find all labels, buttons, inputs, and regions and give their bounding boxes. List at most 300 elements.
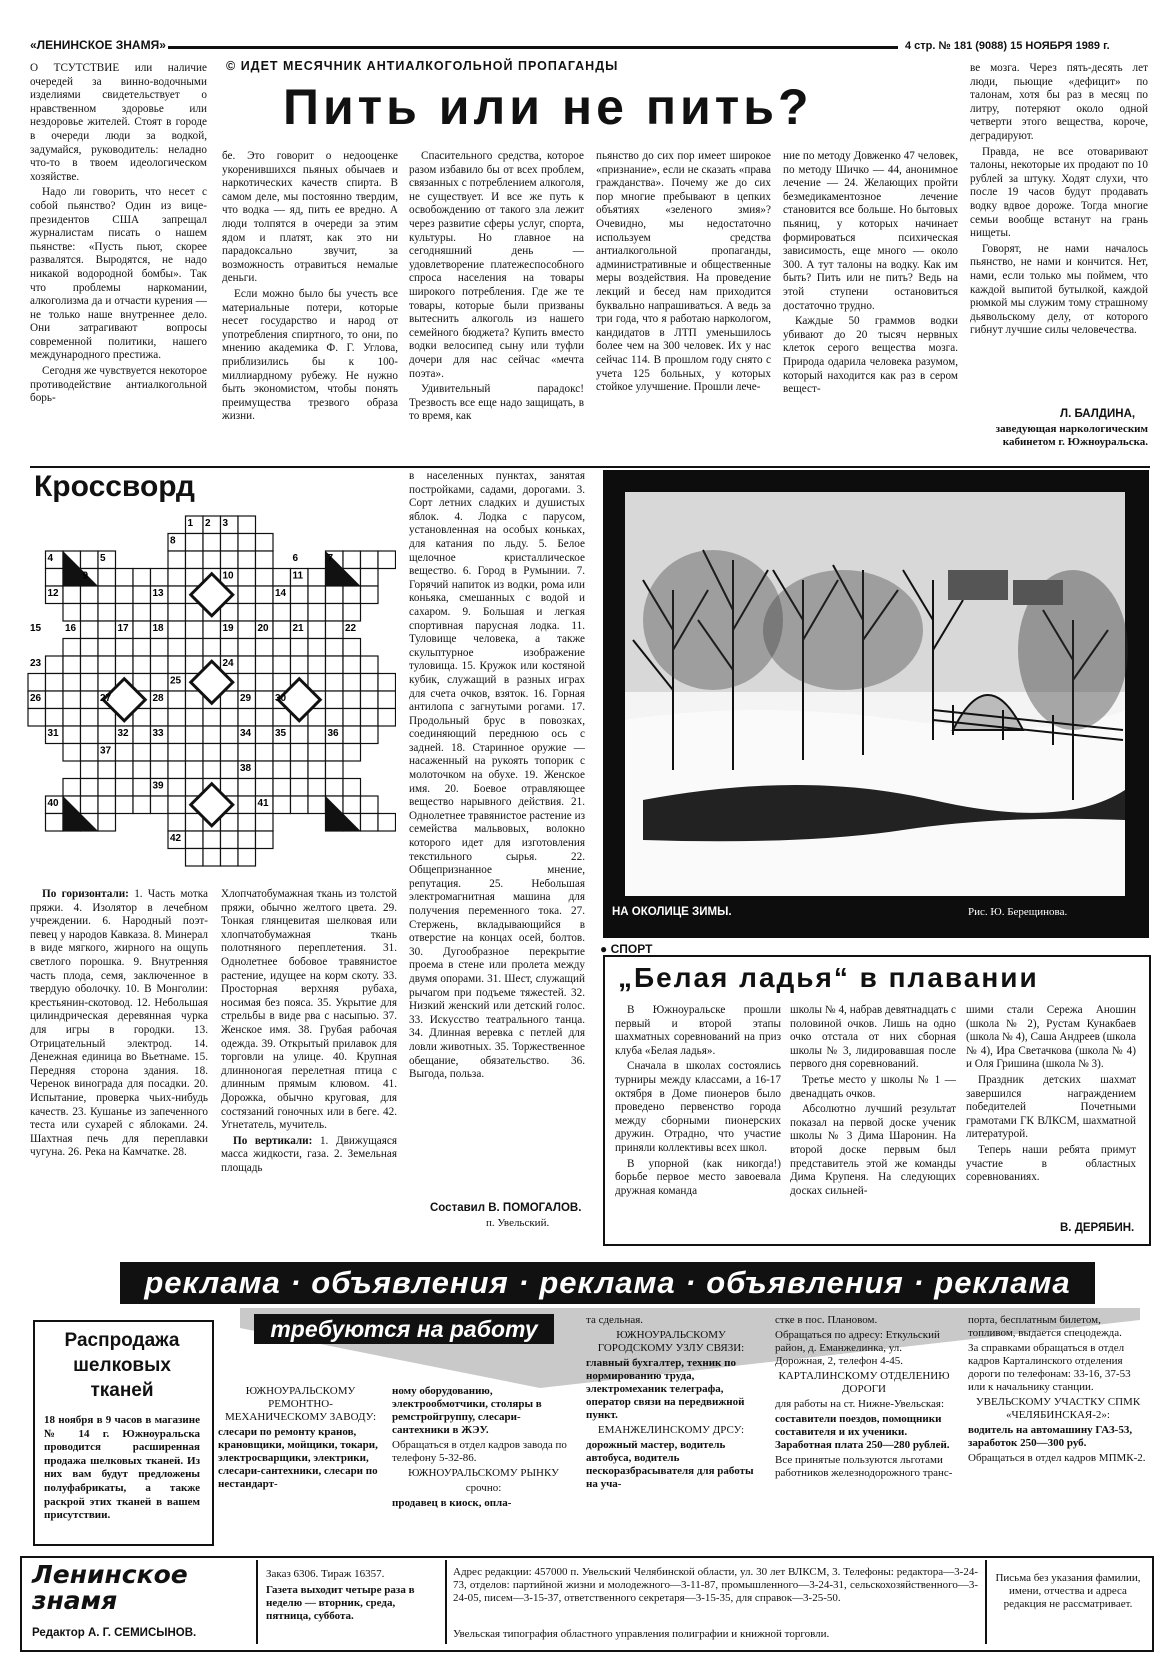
crossword-number: 1 [187,518,194,529]
crossword-cell [81,586,99,604]
crossword-cell [378,709,396,727]
crossword-cell [343,796,361,814]
crossword-cell [238,586,256,604]
crossword-cell [343,674,361,692]
silk-ad-text: 18 ноября в 9 часов в магазине № 14 г. Южноуральска проводится расширенная продажа шелковых тканей. Из них вам будут предложены полуфабрикаты, а также раскрой этих тканей в вашем присутствии. [44,1414,200,1522]
crossword-cell [168,709,186,727]
crossword-cell [81,621,99,639]
crossword-cell [326,604,344,622]
crossword-cell [238,814,256,832]
crossword-cell [308,726,326,744]
crossword-cell [203,709,221,727]
crossword-cell [238,674,256,692]
crossword-cell [291,779,309,797]
crossword-cell [238,849,256,867]
crossword-cell [186,551,204,569]
crossword-cell [256,761,274,779]
crossword-number: 40 [47,798,59,809]
sport-rubric: ● СПОРТ [600,942,653,956]
crossword-number: 18 [152,623,164,634]
crossword-cell [186,831,204,849]
crossword-cell [256,551,274,569]
crossword-cell [81,726,99,744]
crossword-cell [116,744,134,762]
crossword-cell [221,709,239,727]
crossword-cell [81,779,99,797]
crossword-cell [343,779,361,797]
crossword-cell [273,761,291,779]
article-rubric: © ИДЕТ МЕСЯЧНИК АНТИАЛКОГОЛЬНОЙ ПРОПАГАНДЫ [226,59,619,73]
article-col-4: пьянство до сих пор имеет широкое «признание», если не сказать «права гражданства». Почему же до сих пор многие пребывают в цепких объятиях «зеленого змия»? Очевидно, мы недостаточно используем средства антиалкогольной пропаганды, административные и общественные меры воздействия. На проведение лекций и бесед нам приходится буквально напрашиваться. А ведь за три года, что я работаю наркологом, кандидатов в ЛТП уменьшилось более чем на 300 человек. Их у нас сейчас 114. В прошлом году снято с учета 125 больных, у которых стойкое улучшение. Прошли лече- [596,150,771,394]
crossword-number: 20 [257,623,269,634]
crossword-cell [326,779,344,797]
crossword-cell [221,726,239,744]
crossword-cell [238,709,256,727]
crossword-cell [151,604,169,622]
crossword-cell [168,604,186,622]
crossword-cell [378,674,396,692]
crossword-number: 32 [117,728,129,739]
crossword-number: 22 [345,623,357,634]
crossword-cell [151,674,169,692]
crossword-cell [238,516,256,534]
crossword-cell [291,604,309,622]
crossword-cell [133,569,151,587]
crossword-number: 23 [30,658,42,669]
footer-logo: Ленинское знамя [32,1560,188,1615]
article-author: Л. БАЛДИНА, [1060,408,1136,420]
crossword-cell [308,569,326,587]
crossword-cell [291,586,309,604]
crossword-cell [238,796,256,814]
crossword-cell [186,761,204,779]
crossword-cell [273,639,291,657]
crossword-number: 15 [30,623,42,634]
crossword-cell [203,831,221,849]
crossword-cell [133,639,151,657]
crossword-cell [81,656,99,674]
article-col-3: Спасительного средства, которое разом избавило бы от всех проблем, связанных с потреблением алкоголя, не существует. И все же путь к освобождению от такого зла лежит через развитие сферы услуг, спорта, культуры. Но главное на сегодняшний день — удовлетворение платежеспособного спроса населения на товары широкого потребления. Где же те товары, которые были призваны вытеснить алкоголь из нашего семейного бюджета? Купить вместо водки велосипед сыну или туфли дочери для нас сейчас «мечта поэта». Удивительный парадокс! Трезвость все еще надо защищать, в то время, как [409,150,584,423]
winter-landscape-image [603,470,1149,938]
crossword-cell [63,674,81,692]
crossword-cell [133,621,151,639]
crossword-number: 36 [327,728,339,739]
crossword-cell [81,691,99,709]
crossword-cell [256,569,274,587]
crossword-cell [46,674,64,692]
sport-title: „Белая ладья“ в плавании [618,962,1039,993]
crossword-number: 9 [82,570,89,582]
crossword-cell [203,761,221,779]
crossword-cell [291,761,309,779]
crossword-cell [203,551,221,569]
masthead-issue: 4 стр. № 181 (9088) 15 НОЯБРЯ 1989 г. [905,40,1110,52]
crossword-cell [28,674,46,692]
crossword-cell [46,691,64,709]
crossword-cell [116,569,134,587]
crossword-cell [221,639,239,657]
crossword-cell [133,656,151,674]
crossword-title: Кроссворд [34,470,195,503]
crossword-cell [168,726,186,744]
jobs-col-2: ному оборудованию, электрообмотчики, столяры в ремстройгруппу, слесари-сантехники в ЖЭУ. Обращаться в отдел кадров завода по телефону 5-32-86. ЮЖНОУРАЛЬСКОМУ РЫНКУ срочно: продавец в киоск, опла- [392,1385,567,1509]
crossword-cell [343,586,361,604]
crossword-cell [186,639,204,657]
footer-div-2 [445,1560,447,1644]
crossword-cell [116,761,134,779]
crossword-cell [133,744,151,762]
crossword-cell [168,639,186,657]
crossword-compiler: Составил В. ПОМОГАЛОВ. [430,1202,582,1214]
crossword-cell [256,691,274,709]
sport-col-3: шими стали Сережа Аношин (школа № 2), Рустам Кунакбаев (школа № 4), Саша Андреев (школа № 4), Ира Светачкова (школа № 4) и Оля Гришина (школа № 3). Праздник детских шахмат завершился награждением победителей Почетными грамотами ГК ВЛКСМ, шахматной литературой. Теперь наши ребята примут участие в областных соревнованиях. [966,1004,1136,1184]
footer-address: Адрес редакции: 457000 п. Увельский Челябинской области, ул. 30 лет ВЛКСМ, 3. Телефоны: редактора—3-24-73, отделов: партийной жизни и молодежного—3-11-87, промышленного—3-24-31, сельскохозяйственного—3-24-05, писем—3-15-37, ответственного секретаря—3-15-35, для справок—3-25-50. [453,1566,978,1604]
crossword-cell [116,586,134,604]
crossword-cell [133,779,151,797]
crossword-cell [256,586,274,604]
crossword-cell [308,639,326,657]
crossword-cell [63,604,81,622]
jobs-col-1: ЮЖНОУРАЛЬСКОМУ РЕМОНТНО-МЕХАНИЧЕСКОМУ ЗАВОДУ: слесари по ремонту кранов, крановщики, мойщики, токари, электросварщики, электрики, слесари-сантехники, слесари по нестандарт- [218,1385,378,1490]
crossword-cell [151,569,169,587]
crossword-number: 31 [47,728,59,739]
crossword-cell [378,814,396,832]
crossword-number: 30 [275,693,287,704]
crossword-cell [273,744,291,762]
crossword-cell [203,534,221,552]
crossword-cell [151,656,169,674]
crossword-cell [308,796,326,814]
crossword-cell [238,551,256,569]
jobs-banner: требуются на работу [254,1314,554,1344]
crossword-number: 28 [152,693,164,704]
crossword-number: 34 [240,728,252,739]
crossword-cell [256,814,274,832]
jobs-col-4: стке в пос. Плановом. Обращаться по адресу: Еткульский район, д. Еманжелинка, ул. Дорожная, 2, телефон 4-45. КАРТАЛИНСКОМУ ОТДЕЛЕНИЮ ДОРОГИ для работы на ст. Нижне-Увельская: составители поездов, помощники составителя и их ученики. Заработная плата 250—280 рублей. Все принятые пользуются льготами работников железнодорожного транс- [775,1314,953,1479]
crossword-cell [151,639,169,657]
crossword-cell [63,726,81,744]
crossword-cell [238,621,256,639]
crossword-cell [98,604,116,622]
article-col-5: ние по методу Довженко 47 человек, по методу Шичко — 44, анонимное лечение — 24. Желающих пройти безмедикаментозное лечение становится все больше. Но бытовых пьяниц, у которых начинает формироваться психическая зависимость, еще много — около 300. А тут талоны на водку. Как им быть? Пить или не пить? Ведь на этой ступени остановиться достаточно трудно. Каждые 50 граммов водки убивают до 20 тысяч нервных клеток серого вещества мозга. Природа одарила человека разумом, который находится как раз в сером вещест- [783,150,958,396]
crossword-cell [343,691,361,709]
illustration-credit: Рис. Ю. Берещинова. [968,906,1068,918]
crossword-cell [361,586,379,604]
copyright-icon: © [226,59,241,73]
crossword-cell [361,551,379,569]
crossword-cell [116,796,134,814]
crossword-cell [203,639,221,657]
crossword-cell [116,604,134,622]
crossword-cell [168,551,186,569]
crossword-cell [203,726,221,744]
crossword-cell [273,621,291,639]
crossword-cell [308,779,326,797]
footer-div-3 [985,1560,987,1644]
crossword-cell [151,761,169,779]
crossword-cell [151,796,169,814]
crossword-number: 4 [47,553,54,564]
crossword-cell [221,551,239,569]
crossword-cell [81,551,99,569]
crossword-cell [81,674,99,692]
footer-schedule: Газета выходит четыре раза в неделю — вторник, среда, пятница, суббота. [266,1584,415,1622]
crossword-number: 26 [30,693,42,704]
crossword-down-col: в населенных пунктах, занятая постройками, садами, дорогами. 3. Сорт летних сладких и душистых яблок. 4. Лодка с парусом, установленная на особых коньках, для катания по льду. 5. Белое щелочное кристаллическое вещество. 6. Город в Румынии. 7. Горячий напиток из водки, рома или коньяка, смешанных с водой и сахаром. 9. Большая и легкая спортивная парусная лодка. 11. Туловище человека, а также скульптурное изображение туловища. 15. Кружок или костяной кубик, служащий в разных играх для счета очков, взяток. 16. Горная антилопа с загнутыми рогами. 17. Продольный брус в повозках, соединяющий переднюю ось с задней. 18. Старинное оружие — насаженный на рукоять топорик с молоточком на обухе. 19. Женское имя. 20. Боевое отравляющее вещество нарывного действия. 21. Однолетнее травянистое растение из семейства мальвовых, волокно которого идет для изготовления текстильного сырья. 22. Общепризнанное мнение, репутация. 25. Небольшая электромагнитная машина для получения переменного тока. 27. Стержень, вкладывающийся в отверстие на концах осей, болтов. 30. Дугообразное перекрытие проема в стене или пролета между двумя опорами. 31. Шест, служащий рычагом при подъеме тяжестей. 32. Низкий женский или детский голос. 33. Искусство театрального танца. 34. Длинная веревка с петлей для ловли животных. 35. Торжественное обещание, обязательство. 36. Выгода, польза. [409,470,585,1081]
crossword-number: 8 [170,535,176,547]
crossword-cell [361,796,379,814]
crossword-cell [168,814,186,832]
crossword-cell [81,639,99,657]
crossword-cell [326,639,344,657]
bullet-icon: ● [600,942,611,956]
crossword-cell [343,726,361,744]
crossword-number: 12 [47,588,59,599]
sport-col-1: В Южноуральске прошли первый и второй этапы шахматных соревнований на приз клуба «Белая ладья». Сначала в школах состоялись турниры между классами, а 16-17 октября в Доме пионеров было проведено первенство города между сборными пионерских дружин. Отрадно, что участие приняли коллективы всех школ. В упорной (как никогда!) борьбе первое место завоевала дружная команда [615,1004,781,1197]
crossword-cell [308,621,326,639]
crossword-number: 3 [222,518,229,529]
crossword-cell [326,691,344,709]
crossword-cell [186,709,204,727]
crossword-cell [256,744,274,762]
footer-div-1 [256,1560,258,1644]
crossword-cell [256,709,274,727]
crossword-cell [256,604,274,622]
masthead-rule [168,46,898,49]
crossword-cell [133,761,151,779]
crossword-cell [186,726,204,744]
crossword-cell [168,744,186,762]
crossword-cell [81,796,99,814]
crossword-cell [238,831,256,849]
crossword-cell [98,621,116,639]
crossword-cell [343,604,361,622]
crossword-cell [63,639,81,657]
crossword-cell [361,814,379,832]
crossword-number: 17 [117,623,129,634]
crossword-across-col2: Хлопчатобумажная ткань из толстой пряжи, обычно желтого цвета. 29. Тонкая глянцевитая шелковая или хлопчатобумажная ткань полотняного переплетения. 31. Однолетнее бобовое травянистое растение, идущее на корм скоту. 33. Просторная верхняя рубаха, носимая без пояса. 35. Укрытие для стрельбы в виде рва с насыпью. 37. Женское имя. 38. Грубая рабочая одежда. 39. Открытый прилавок для торговли на улице. 40. Крупная длинноногая перелетная птица с длинным прямым клювом. 41. Дорожка, обычно круговая, для состязаний гоночных или в беге. 42. Угнетатель, мучитель. По вертикали: 1. Движущаяся масса жидкости, газа. 2. Земельная площадь [221,888,397,1174]
section-rule-1 [30,466,1150,468]
crossword-cell [63,709,81,727]
crossword-cell [63,656,81,674]
crossword-cell [63,691,81,709]
sport-author: В. ДЕРЯБИН. [1060,1222,1135,1234]
crossword-cell [46,814,64,832]
crossword-number: 42 [170,833,182,844]
crossword-cell [221,534,239,552]
crossword-number: 13 [152,588,164,599]
crossword-cell [46,569,64,587]
crossword-cell [63,779,81,797]
crossword-cell [221,849,239,867]
crossword-cell [98,569,116,587]
crossword-number: 24 [222,658,234,669]
crossword-cell [361,709,379,727]
crossword-cell [98,814,116,832]
crossword-cell [98,656,116,674]
crossword-cell [116,639,134,657]
article-col-1: О ТСУТСТВИЕ или наличие очередей за винно-водочными изделиями свидетельствует о нравственном здоровье или нездоровье жителей. Стоят в городе в очереди люди за водкой, задумайся, руководитель: неладно что-то в твоем идеологическом хозяйстве. Надо ли говорить, что несет с собой пьянство? Один из вице-президентов США запрещал журналистам писать о нашем пьянстве: «Пусть пьют, скорее развалятся. Выродятся, не надо никакой водородной бомбы». Так что проблемы наркомании, алкоголизма да и отчасти курения — не только наше внутреннее дело. Они затрагивают вопросы современной политики, нашего международного престижа. Сегодня же чувствуется некоторое противодействие антиалкогольной борь- [30,62,207,405]
crossword-cell [168,586,186,604]
crossword-number: 16 [65,623,77,634]
crossword-grid [20,510,396,884]
crossword-cell [361,656,379,674]
article-col-6: ве мозга. Через пять-десять лет люди, пьющие «дефицит» по талонам, хотя бы раз в месяц по литру, потеряют около одной четверти этого вещества, короче, деградируют. Правда, не все отоваривают талоны, некоторые их продают по 10 рублей за штуку. Ходят слухи, что после 19 часов будут продавать водку вдвое дороже. Тогда многие семьи вообще встанут на грань нищеты. Говорят, не нами началось пьянство, не нами и кончится. Нет, нами, если только мы поймем, что каждой выпитой бутылкой, каждой рюмкой мы служим тому страшному дьявольскому делу, от которого гибнут лучшие силы человечества. [970,62,1148,337]
crossword-cell [291,656,309,674]
crossword-cell [273,779,291,797]
crossword-cell [308,586,326,604]
crossword-cell [238,569,256,587]
crossword-cell [221,744,239,762]
crossword-number: 29 [240,693,252,704]
crossword-cell [186,744,204,762]
crossword-cell [221,761,239,779]
crossword-number: 14 [275,588,287,599]
crossword-cell [186,621,204,639]
winter-illustration [603,470,1149,938]
crossword-cell [168,621,186,639]
footer-order: Заказ 6306. Тираж 16357. [266,1568,385,1580]
crossword-compiler-place: п. Увельский. [486,1217,550,1229]
crossword-cell [291,796,309,814]
jobs-col-5: порта, бесплатным билетом, топливом, выдается спецодежда. За справками обращаться в отдел кадров Карталинского отделения дороги по телефонам: 33-16, 37-53 или к начальнику станции. УВЕЛЬСКОМУ УЧАСТКУ СПМК «ЧЕЛЯБИНСКАЯ-2»: водитель на автомашину ГАЗ-53, заработок 250—300 руб. Обращаться в отдел кадров МПМК-2. [968,1314,1146,1464]
crossword-number: 33 [152,728,164,739]
crossword-cell [343,656,361,674]
crossword-cell [291,639,309,657]
crossword-cell [186,534,204,552]
crossword-across-col1: По горизонтали: 1. Часть мотка пряжи. 4. Изолятор в лечебном учреждении. 6. Народный поэт-певец у народов Кавказа. 8. Минерал в виде мягкого, жирного на ощупь светлого порошка. 9. Внутренняя часть плода, семя, заключенное в твердую оболочку. 10. В Монголии: крестьянин-скотовод. 12. Небольшая цилиндрическая деревянная чурка для игры в городки. 13. Отрицательный электрод. 14. Денежная единица во Вьетнаме. 15. Передняя сторона здания. 18. Черенок винограда для посадки. 20. Испытание, проверка чьих-нибудь качеств. 23. Кушанье из запеченного теста или сухарей с яблоками. 24. Шахтная печь для переплавки чугуна. 26. Река на Камчатке. 28. [30,888,208,1159]
crossword-cell [326,674,344,692]
crossword-cell [81,604,99,622]
crossword-cell [116,656,134,674]
footer-printer: Увельская типография областного управления полиграфии и книжной торговли. [453,1628,830,1640]
article-author-role: заведующая наркологическим кабинетом г. Южноуральска. [995,423,1148,448]
crossword-cell [361,674,379,692]
crossword-cell [98,586,116,604]
crossword-cell [168,569,186,587]
crossword-cell [46,709,64,727]
crossword-cell [361,691,379,709]
crossword-number: 5 [100,553,106,564]
crossword-cell [221,831,239,849]
crossword-cell [291,726,309,744]
crossword-number: 6 [292,553,299,564]
crossword-cell [63,586,81,604]
crossword-cell [273,656,291,674]
illustration-caption: НА ОКОЛИЦЕ ЗИМЫ. [612,906,732,918]
crossword-cell [98,726,116,744]
crossword-cell [256,831,274,849]
crossword-number: 11 [292,570,304,582]
crossword-cell [326,709,344,727]
crossword-cell [343,709,361,727]
crossword-cell [133,726,151,744]
crossword-cell [326,586,344,604]
crossword-cell [98,761,116,779]
crossword-cell [133,604,151,622]
crossword-cell [256,726,274,744]
crossword-cell [203,849,221,867]
article-headline: Пить или не пить? [283,79,813,135]
crossword-cell [168,779,186,797]
crossword-cell [326,621,344,639]
crossword-cell [168,691,186,709]
crossword-cell [378,551,396,569]
crossword-cell [238,639,256,657]
crossword-cell [203,621,221,639]
footer-editor: Редактор А. Г. СЕМИСЫНОВ. [32,1627,197,1639]
crossword-number: 2 [205,518,211,529]
crossword-cell [98,779,116,797]
crossword-number: 25 [170,675,182,687]
jobs-col-3: та сдельная. ЮЖНОУРАЛЬСКОМУ ГОРОДСКОМУ УЗЛУ СВЯЗИ: главный бухгалтер, техник по нормированию труда, электромеханик телеграфа, оператор связи на передвижной пункт. ЕМАНЖЕЛИНСКОМУ ДРСУ: дорожный мастер, водитель автобуса, водитель пескоразбрасывателя для работы на уча- [586,1314,754,1490]
crossword-cell [308,761,326,779]
crossword-cell [133,796,151,814]
crossword-cell [81,761,99,779]
crossword-cell [238,604,256,622]
crossword-number: 37 [100,745,112,757]
crossword-cell [116,779,134,797]
sport-col-2: школы № 4, набрав девятнадцать с половиной очков. Лишь на одно очко отстала от них сборная школы № 3, лидировавшая после первого дня соревнований. Третье место у школы № 1 — двенадцать очков. Абсолютно лучший результат показал на первой доске ученик школы № 3 Дима Шаронин. На второй доске первым был представитель этой же команды Дима Крупеня. На следующих досках сильней- [790,1004,956,1197]
crossword-cell [361,569,379,587]
crossword-cell [168,656,186,674]
crossword-number: 21 [292,623,304,634]
crossword-cell [81,709,99,727]
crossword-cell [326,656,344,674]
crossword-cell [273,604,291,622]
crossword-cell [46,656,64,674]
crossword-number: 39 [152,780,164,792]
crossword-cell [273,569,291,587]
crossword-cell [81,744,99,762]
crossword-cell [151,709,169,727]
crossword-cell [256,534,274,552]
crossword-number: 38 [240,763,252,774]
crossword-cell [291,744,309,762]
crossword-cell [28,709,46,727]
crossword-cell [343,639,361,657]
crossword-cell [308,656,326,674]
article-col-2: бе. Это говорит о недооценке укоренившихся пьяных обычаев и наркотических качеств спирта. В самом деле, мы постоянно твердим, что водка — яд, пить ее вредно. А люди толпятся в очереди за этим ядом и платят, как это ни парадоксально звучит, за возможность отравиться немалые деньги. Если можно было бы учесть все материальные потери, которые несет государство и народ от употребления спиртного, то они, по мнению академика Ф. Г. Углова, приблизились бы к 100-миллиардному рубежу. Не нужно быть экономистом, чтобы понять преимущества трезвого образа жизни. [222,150,398,423]
crossword-cell [238,779,256,797]
crossword-cell [326,744,344,762]
crossword-cell [63,744,81,762]
crossword-cell [238,744,256,762]
crossword-cell [256,779,274,797]
crossword-cell [326,761,344,779]
crossword-number: 19 [222,623,234,634]
ads-banner: реклама · объявления · реклама · объявления · реклама [120,1262,1095,1304]
crossword-cell [168,796,186,814]
crossword-cell [168,761,186,779]
silk-ad-title: Распродажа шелковых тканей [64,1330,180,1401]
crossword-cell [238,534,256,552]
crossword-cell [133,586,151,604]
footer-letters: Письма без указания фамилии, имени, отчества и адреса редакция не рассматривает. [995,1572,1141,1610]
crossword-number: 41 [257,798,269,809]
crossword-cell [203,744,221,762]
crossword-number: 7 [327,553,334,564]
crossword-cell [256,656,274,674]
crossword-cell [238,656,256,674]
crossword-cell [186,849,204,867]
masthead-paper: «ЛЕНИНСКОЕ ЗНАМЯ» [30,38,166,52]
crossword-cell [256,674,274,692]
crossword-cell [98,639,116,657]
crossword-cell [361,726,379,744]
crossword-cell [308,604,326,622]
crossword-number: 10 [222,570,234,582]
